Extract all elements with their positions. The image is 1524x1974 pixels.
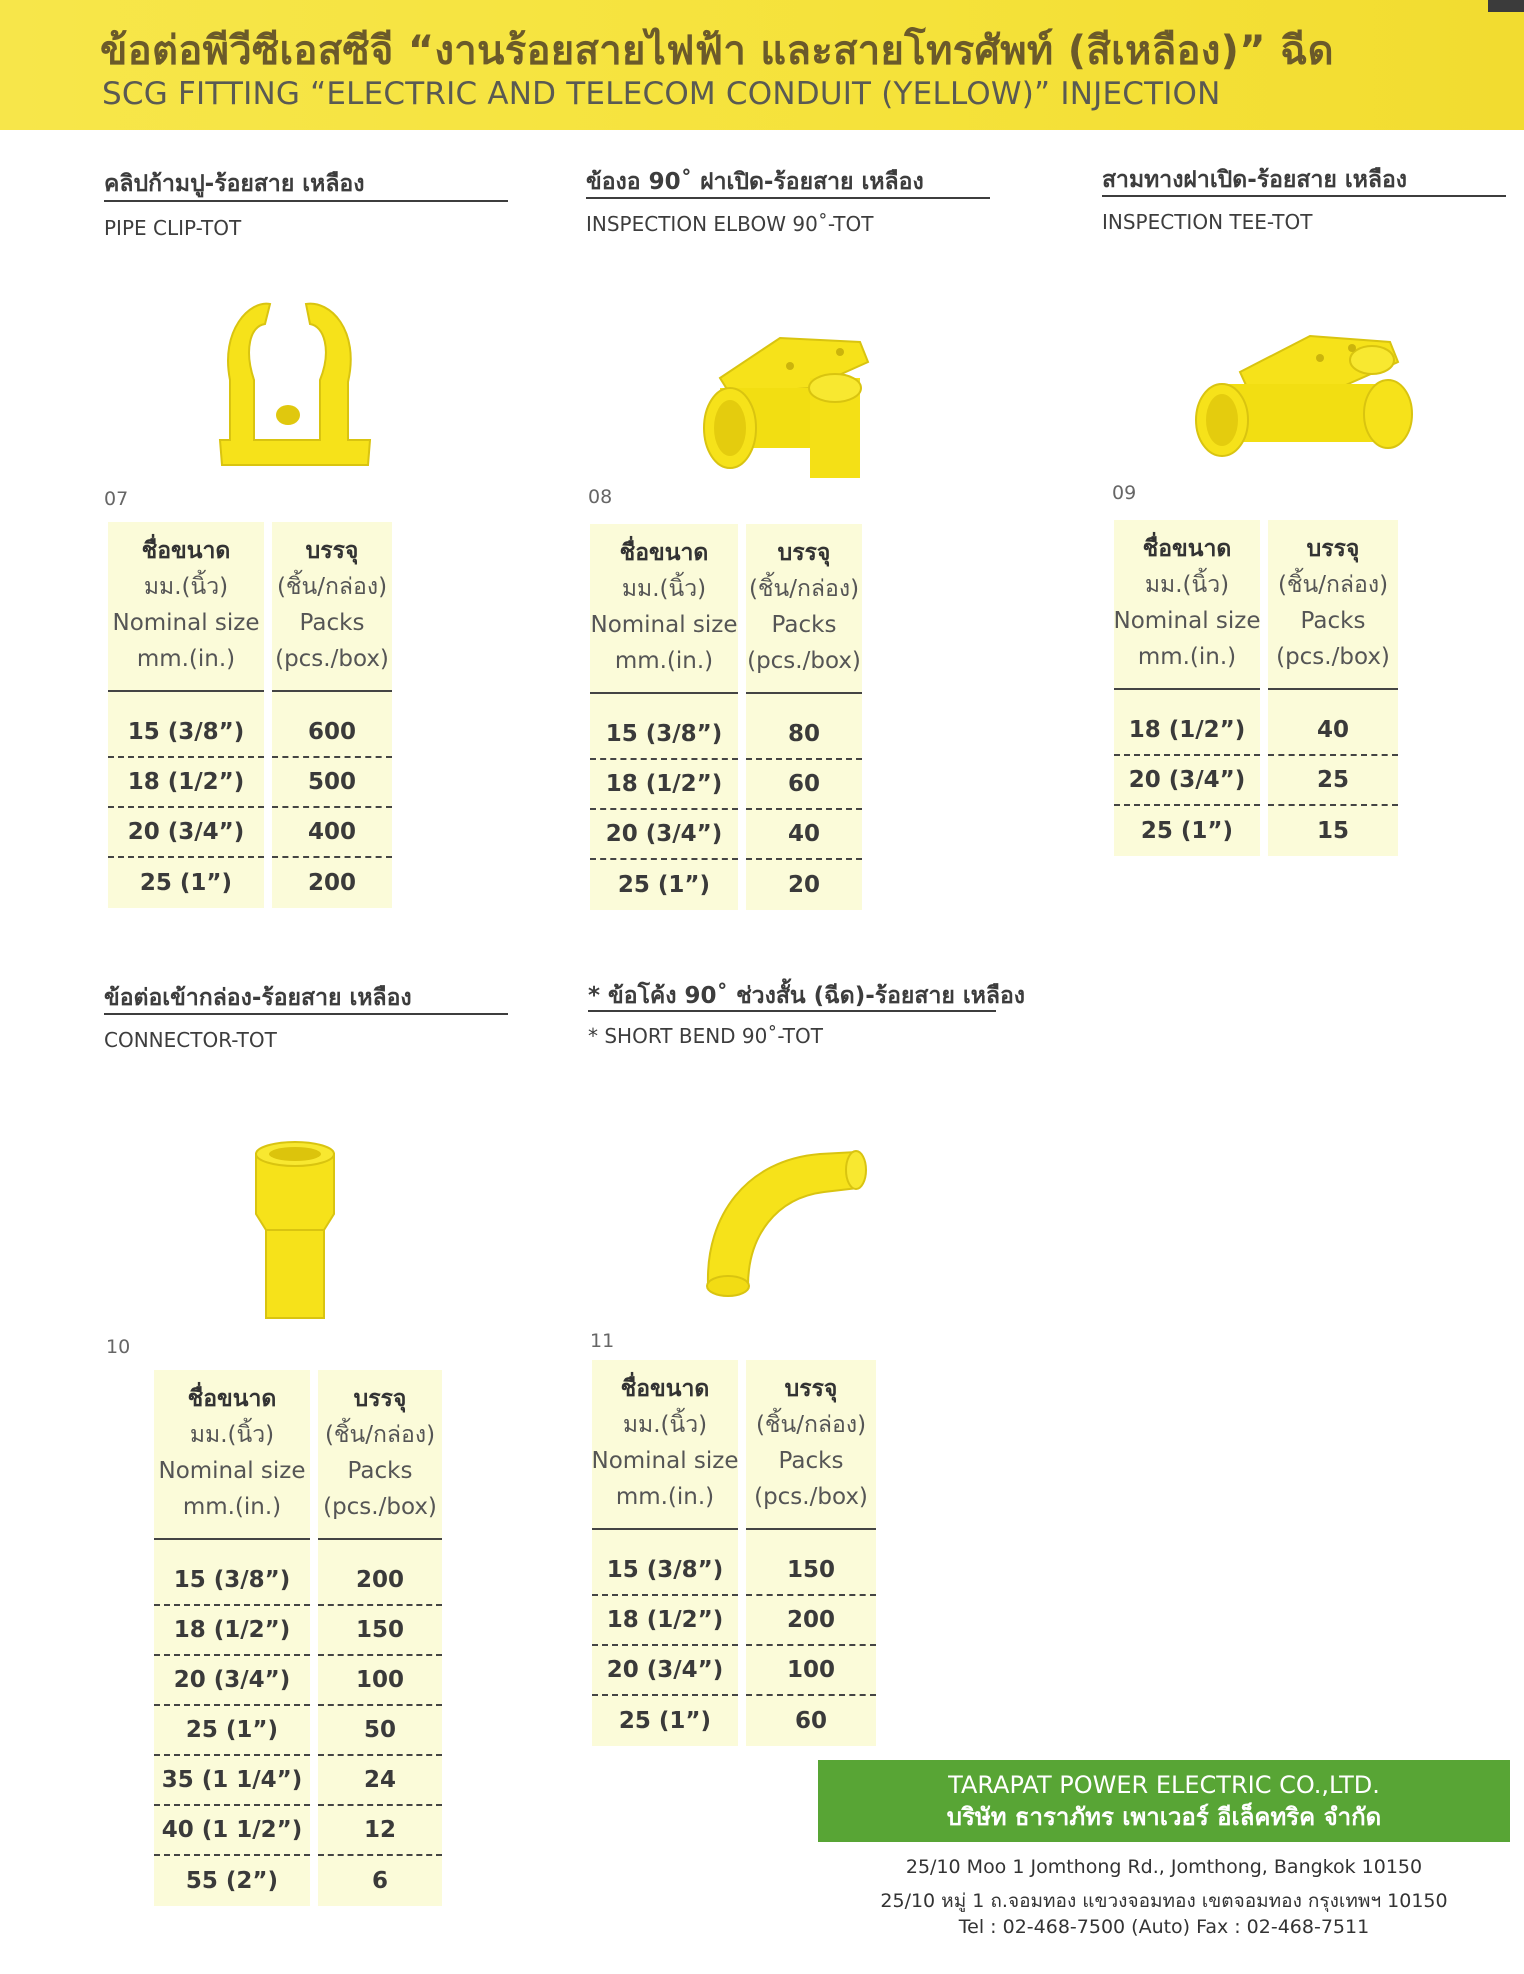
header-pack-unit-english: (pcs./box) (1276, 644, 1390, 670)
size-cell: 20 (3/4”) (108, 808, 264, 858)
size-column-header (590, 524, 738, 694)
section-title-thai: ข้องอ 90˚ ฝาเปิด-ร้อยสาย เหลือง (586, 169, 924, 195)
pack-column-header (318, 1370, 442, 1540)
section-title-rule (104, 200, 508, 202)
pack-cell: 12 (318, 1806, 442, 1856)
header-size-thai: ชื่อขนาด (1142, 536, 1232, 562)
section-title-english: * SHORT BEND 90˚-TOT (588, 1024, 823, 1048)
size-column-header (154, 1370, 310, 1540)
header-size-english: Nominal size (1113, 608, 1261, 634)
header-size-unit-thai: มม.(นิ้ว) (143, 574, 229, 600)
pack-cell: 150 (746, 1530, 876, 1596)
header-pack-thai: บรรจุ (353, 1386, 407, 1412)
item-number: 09 (1112, 482, 1137, 504)
size-cell: 18 (1/2”) (590, 760, 738, 810)
size-cell: 18 (1/2”) (592, 1596, 738, 1646)
pack-cell: 40 (1268, 690, 1398, 756)
section-title-rule (588, 1010, 996, 1012)
size-cell: 15 (3/8”) (590, 694, 738, 760)
size-cell: 25 (1”) (1140, 818, 1234, 844)
section-title-rule (1102, 195, 1506, 197)
header-pack-unit-thai: (ชิ้น/กล่อง) (324, 1422, 436, 1448)
section-title-english: PIPE CLIP-TOT (104, 216, 242, 240)
header-pack-english: Packs (1300, 608, 1366, 634)
size-cell: 25 (1”) (139, 870, 233, 896)
company-name-english: TARAPAT POWER ELECTRIC CO.,LTD. (948, 1771, 1380, 1799)
inspection-elbow-image (690, 318, 890, 498)
size-column-header (1114, 520, 1260, 690)
section-title-thai: คลิปก้ามปู-ร้อยสาย เหลือง (104, 171, 365, 197)
size-cell: 15 (3/8”) (592, 1530, 738, 1596)
short-bend-image (696, 1136, 876, 1306)
pack-cell: 15 (1316, 818, 1349, 844)
size-column (592, 1360, 738, 1746)
size-cell: 18 (1/2”) (154, 1606, 310, 1656)
header-size-thai: ชื่อขนาด (620, 1376, 710, 1402)
pack-column-header (746, 524, 862, 694)
size-cell: 20 (3/4”) (592, 1646, 738, 1696)
size-cell: 20 (3/4”) (590, 810, 738, 860)
header-pack-english: Packs (778, 1448, 844, 1474)
size-cell: 15 (3/8”) (108, 692, 264, 758)
spec-table (108, 522, 392, 908)
pack-cell: 80 (746, 694, 862, 760)
size-cell: 25 (1”) (618, 1708, 712, 1734)
header-size-unit-english: mm.(in.) (136, 646, 236, 672)
pack-cell: 500 (272, 758, 392, 808)
header-pack-unit-english: (pcs./box) (747, 648, 861, 674)
size-cell: 35 (1 1/4”) (154, 1756, 310, 1806)
size-cell: 40 (1 1/2”) (154, 1806, 310, 1856)
company-banner (818, 1760, 1510, 1842)
size-column (154, 1370, 310, 1906)
section-title-rule (104, 1013, 508, 1015)
header-pack-unit-thai: (ชิ้น/กล่อง) (755, 1412, 867, 1438)
header-size-english: Nominal size (158, 1458, 306, 1484)
header-pack-thai: บรรจุ (1306, 536, 1360, 562)
size-cell: 25 (1”) (617, 872, 711, 898)
section-title-english: CONNECTOR-TOT (104, 1028, 277, 1052)
section-title-english: INSPECTION ELBOW 90˚-TOT (586, 212, 874, 236)
pack-cell: 20 (787, 872, 820, 898)
company-name-thai: บริษัท ธาราภัทร เพาเวอร์ อีเล็คทริค จำกัด (946, 1803, 1382, 1831)
size-column-header (592, 1360, 738, 1530)
size-cell: 18 (1/2”) (1114, 690, 1260, 756)
header-pack-english: Packs (771, 612, 837, 638)
header-size-english: Nominal size (590, 612, 738, 638)
header-size-english: Nominal size (112, 610, 260, 636)
header-pack-unit-english: (pcs./box) (323, 1494, 437, 1520)
spec-table (590, 524, 862, 910)
section-title-rule (586, 197, 990, 199)
header-size-thai: ชื่อขนาด (619, 540, 709, 566)
pack-cell: 60 (794, 1708, 827, 1734)
header-size-unit-english: mm.(in.) (1137, 644, 1237, 670)
header-corner-bar (1488, 0, 1524, 12)
size-column (108, 522, 264, 908)
header-pack-unit-english: (pcs./box) (754, 1484, 868, 1510)
header-pack-unit-thai: (ชิ้น/กล่อง) (1277, 572, 1389, 598)
pack-cell: 150 (318, 1606, 442, 1656)
spec-table (1114, 520, 1398, 856)
header-pack-unit-thai: (ชิ้น/กล่อง) (276, 574, 388, 600)
size-cell: 55 (2”) (185, 1868, 279, 1894)
item-number: 08 (588, 486, 613, 508)
page-title-thai: ข้อต่อพีวีซีเอสซีจี “งานร้อยสายไฟฟ้า และสายโทรศัพท์ (สีเหลือง)” ฉีด (100, 28, 1334, 74)
header-size-unit-thai: มม.(นิ้ว) (622, 1412, 708, 1438)
pack-cell: 6 (371, 1868, 388, 1894)
pack-cell: 200 (746, 1596, 876, 1646)
pack-cell: 200 (318, 1540, 442, 1606)
section-title-english: INSPECTION TEE-TOT (1102, 210, 1313, 234)
pack-column-header (1268, 520, 1398, 690)
header-size-unit-english: mm.(in.) (182, 1494, 282, 1520)
pack-column (1268, 520, 1398, 856)
page-header (0, 0, 1524, 130)
size-cell: 18 (1/2”) (108, 758, 264, 808)
pack-column-header (746, 1360, 876, 1530)
pipe-clip-image (210, 290, 380, 470)
header-size-unit-thai: มม.(นิ้ว) (621, 576, 707, 602)
company-address-thai: 25/10 หมู่ 1 ถ.จอมทอง แขวงจอมทอง เขตจอมทอง กรุงเทพฯ 10150 (880, 1890, 1448, 1912)
company-contact: Tel : 02-468-7500 (Auto) Fax : 02-468-7511 (958, 1916, 1370, 1938)
item-number: 07 (104, 488, 129, 510)
section-title-thai: สามทางฝาเปิด-ร้อยสาย เหลือง (1102, 167, 1407, 193)
page-title-english: SCG FITTING “ELECTRIC AND TELECOM CONDUIT (YELLOW)” INJECTION (102, 76, 1221, 112)
inspection-tee-image (1190, 322, 1420, 482)
pack-column (746, 1360, 876, 1746)
pack-cell: 400 (272, 808, 392, 858)
header-pack-english: Packs (299, 610, 365, 636)
pack-cell: 600 (272, 692, 392, 758)
pack-cell: 200 (307, 870, 356, 896)
pack-cell: 60 (746, 760, 862, 810)
header-pack-english: Packs (347, 1458, 413, 1484)
section-title-thai: * ข้อโค้ง 90˚ ช่วงสั้น (ฉีด)-ร้อยสาย เหลือง (588, 983, 1025, 1009)
pack-cell: 100 (746, 1646, 876, 1696)
pack-cell: 50 (318, 1706, 442, 1756)
pack-column (318, 1370, 442, 1906)
header-pack-thai: บรรจุ (784, 1376, 838, 1402)
header-size-unit-english: mm.(in.) (614, 648, 714, 674)
size-cell: 20 (3/4”) (154, 1656, 310, 1706)
size-cell: 15 (3/8”) (154, 1540, 310, 1606)
header-pack-thai: บรรจุ (777, 540, 831, 566)
size-column (590, 524, 738, 910)
header-size-thai: ชื่อขนาด (187, 1386, 277, 1412)
company-address-english: 25/10 Moo 1 Jomthong Rd., Jomthong, Bangkok 10150 (905, 1856, 1423, 1878)
size-cell: 20 (3/4”) (1114, 756, 1260, 806)
size-cell: 25 (1”) (154, 1706, 310, 1756)
pack-cell: 40 (746, 810, 862, 860)
header-size-thai: ชื่อขนาด (141, 538, 231, 564)
item-number: 10 (106, 1336, 131, 1358)
connector-image (250, 1136, 340, 1326)
header-pack-unit-english: (pcs./box) (275, 646, 389, 672)
pack-cell: 24 (318, 1756, 442, 1806)
size-column (1114, 520, 1260, 856)
header-pack-thai: บรรจุ (305, 538, 359, 564)
header-size-unit-thai: มม.(นิ้ว) (189, 1422, 275, 1448)
pack-cell: 100 (318, 1656, 442, 1706)
size-column-header (108, 522, 264, 692)
pack-column (746, 524, 862, 910)
pack-cell: 25 (1268, 756, 1398, 806)
spec-table (592, 1360, 876, 1746)
spec-table (154, 1370, 442, 1906)
header-size-english: Nominal size (591, 1448, 739, 1474)
item-number: 11 (590, 1330, 615, 1352)
pack-column (272, 522, 392, 908)
pack-column-header (272, 522, 392, 692)
header-size-unit-english: mm.(in.) (615, 1484, 715, 1510)
header-pack-unit-thai: (ชิ้น/กล่อง) (748, 576, 860, 602)
header-size-unit-thai: มม.(นิ้ว) (1144, 572, 1230, 598)
section-title-thai: ข้อต่อเข้ากล่อง-ร้อยสาย เหลือง (104, 985, 412, 1011)
